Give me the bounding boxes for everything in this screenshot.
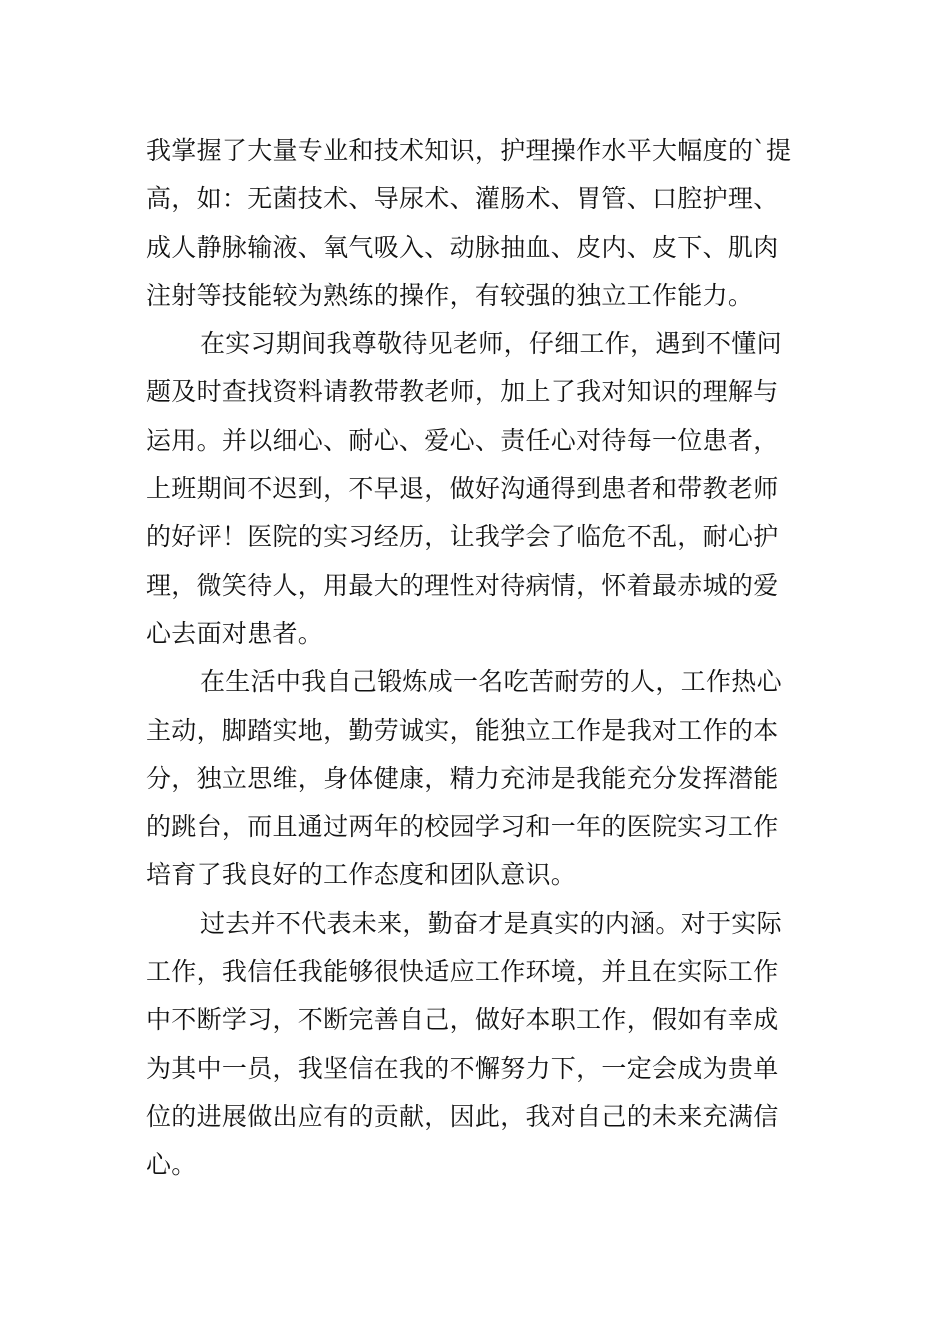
text-line: 题及时查找资料请教带教老师，加上了我对知识的理解与 — [146, 377, 779, 407]
text-line: 的跳台，而且通过两年的校园学习和一年的医院实习工作 — [146, 812, 779, 842]
paragraph — [146, 127, 811, 320]
text-line: 注射等技能较为熟练的操作，有较强的独立工作能力。 — [146, 280, 754, 310]
text-line: 在实习期间我尊敬待见老师，仔细工作，遇到不懂问 — [200, 329, 782, 359]
text-line: 心去面对患者。 — [146, 618, 324, 648]
text-line: 的好评！医院的实习经历，让我学会了临危不乱，耐心护 — [146, 522, 779, 552]
text-line: 理，微笑待人，用最大的理性对待病情，怀着最赤城的爱 — [146, 570, 779, 600]
paragraph — [146, 320, 811, 658]
text-line: 位的进展做出应有的贡献，因此，我对自己的未来充满信 — [146, 1101, 779, 1131]
paragraph — [146, 900, 811, 1190]
text-line: 主动，脚踏实地，勤劳诚实，能独立工作是我对工作的本 — [146, 715, 779, 745]
text-line: 我掌握了大量专业和技术知识，护理操作水平大幅度的`提 — [146, 136, 792, 165]
paragraph — [146, 658, 811, 899]
text-line: 运用。并以细心、耐心、爱心、责任心对待每一位患者， — [146, 425, 779, 455]
text-line: 心。 — [146, 1150, 197, 1180]
text-line: 高，如：无菌技术、导尿术、灌肠术、胃管、口腔护理、 — [146, 184, 779, 214]
text-line: 为其中一员，我坚信在我的不懈努力下，一定会成为贵单 — [146, 1053, 779, 1083]
text-line: 工作，我信任我能够很快适应工作环境，并且在实际工作 — [146, 957, 779, 987]
text-line: 培育了我良好的工作态度和团队意识。 — [146, 860, 577, 890]
document-body — [146, 127, 811, 1190]
text-line: 过去并不代表未来，勤奋才是真实的内涵。对于实际 — [200, 908, 782, 938]
text-line: 成人静脉输液、氧气吸入、动脉抽血、皮内、皮下、肌肉 — [146, 232, 779, 262]
text-line: 在生活中我自己锻炼成一名吃苦耐劳的人，工作热心 — [200, 667, 782, 697]
text-line: 上班期间不迟到，不早退，做好沟通得到患者和带教老师 — [146, 474, 779, 504]
text-line: 中不断学习，不断完善自己，做好本职工作，假如有幸成 — [146, 1005, 779, 1035]
text-line: 分，独立思维，身体健康，精力充沛是我能充分发挥潜能 — [146, 763, 779, 793]
